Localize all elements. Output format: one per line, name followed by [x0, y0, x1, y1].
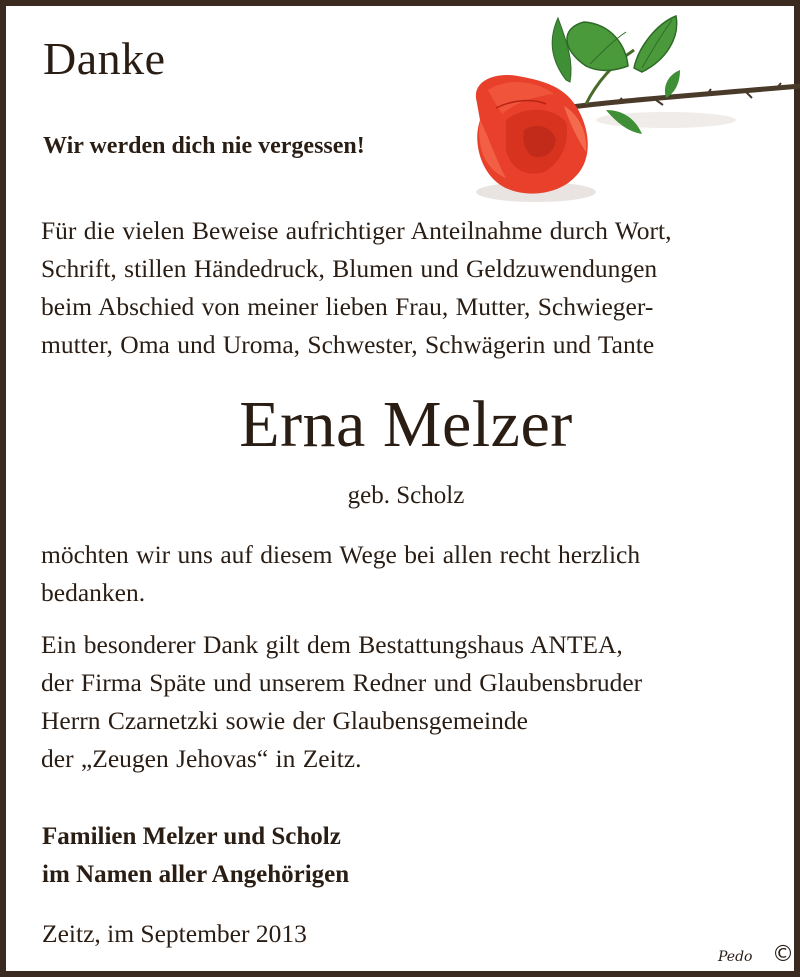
special-thanks-line: der Firma Späte und unserem Redner und Glaubensbruder: [41, 668, 643, 697]
signature-line: Familien Melzer und Scholz: [42, 823, 341, 850]
signature-block: [42, 818, 349, 894]
subtitle: Wir werden dich nie vergessen!: [43, 133, 365, 159]
thanks-line: bedanken.: [41, 578, 146, 607]
intro-line: beim Abschied von meiner lieben Frau, Mutter, Schwieger-: [41, 292, 654, 321]
red-rose-icon: [466, 10, 800, 210]
place-date: Zeitz, im September 2013: [42, 919, 307, 948]
copyright-icon: ©: [772, 942, 794, 967]
designer-credit: Pedo: [718, 949, 753, 965]
thanks-line: möchten wir uns auf diesem Wege bei allen recht herzlich: [41, 540, 641, 569]
thanks-paragraph: [41, 536, 771, 612]
special-thanks-line: der „Zeugen Jehovas“ in Zeitz.: [41, 744, 362, 773]
intro-paragraph: [41, 212, 771, 364]
signature-line: im Namen aller Angehörigen: [42, 861, 350, 888]
page-title: Danke: [43, 33, 166, 84]
special-thanks-line: Ein besonderer Dank gilt dem Bestattungshaus ANTEA,: [41, 630, 623, 659]
intro-line: mutter, Oma und Uroma, Schwester, Schwägerin und Tante: [41, 330, 655, 359]
special-thanks-line: Herrn Czarnetzki sowie der Glaubensgemeinde: [41, 706, 528, 735]
intro-line: Für die vielen Beweise aufrichtiger Anteilnahme durch Wort,: [41, 216, 672, 245]
maiden-name: geb. Scholz: [347, 482, 465, 509]
special-thanks-paragraph: [41, 626, 771, 778]
deceased-name: Erna Melzer: [239, 388, 573, 461]
intro-line: Schrift, stillen Händedruck, Blumen und Geldzuwendungen: [41, 254, 658, 283]
